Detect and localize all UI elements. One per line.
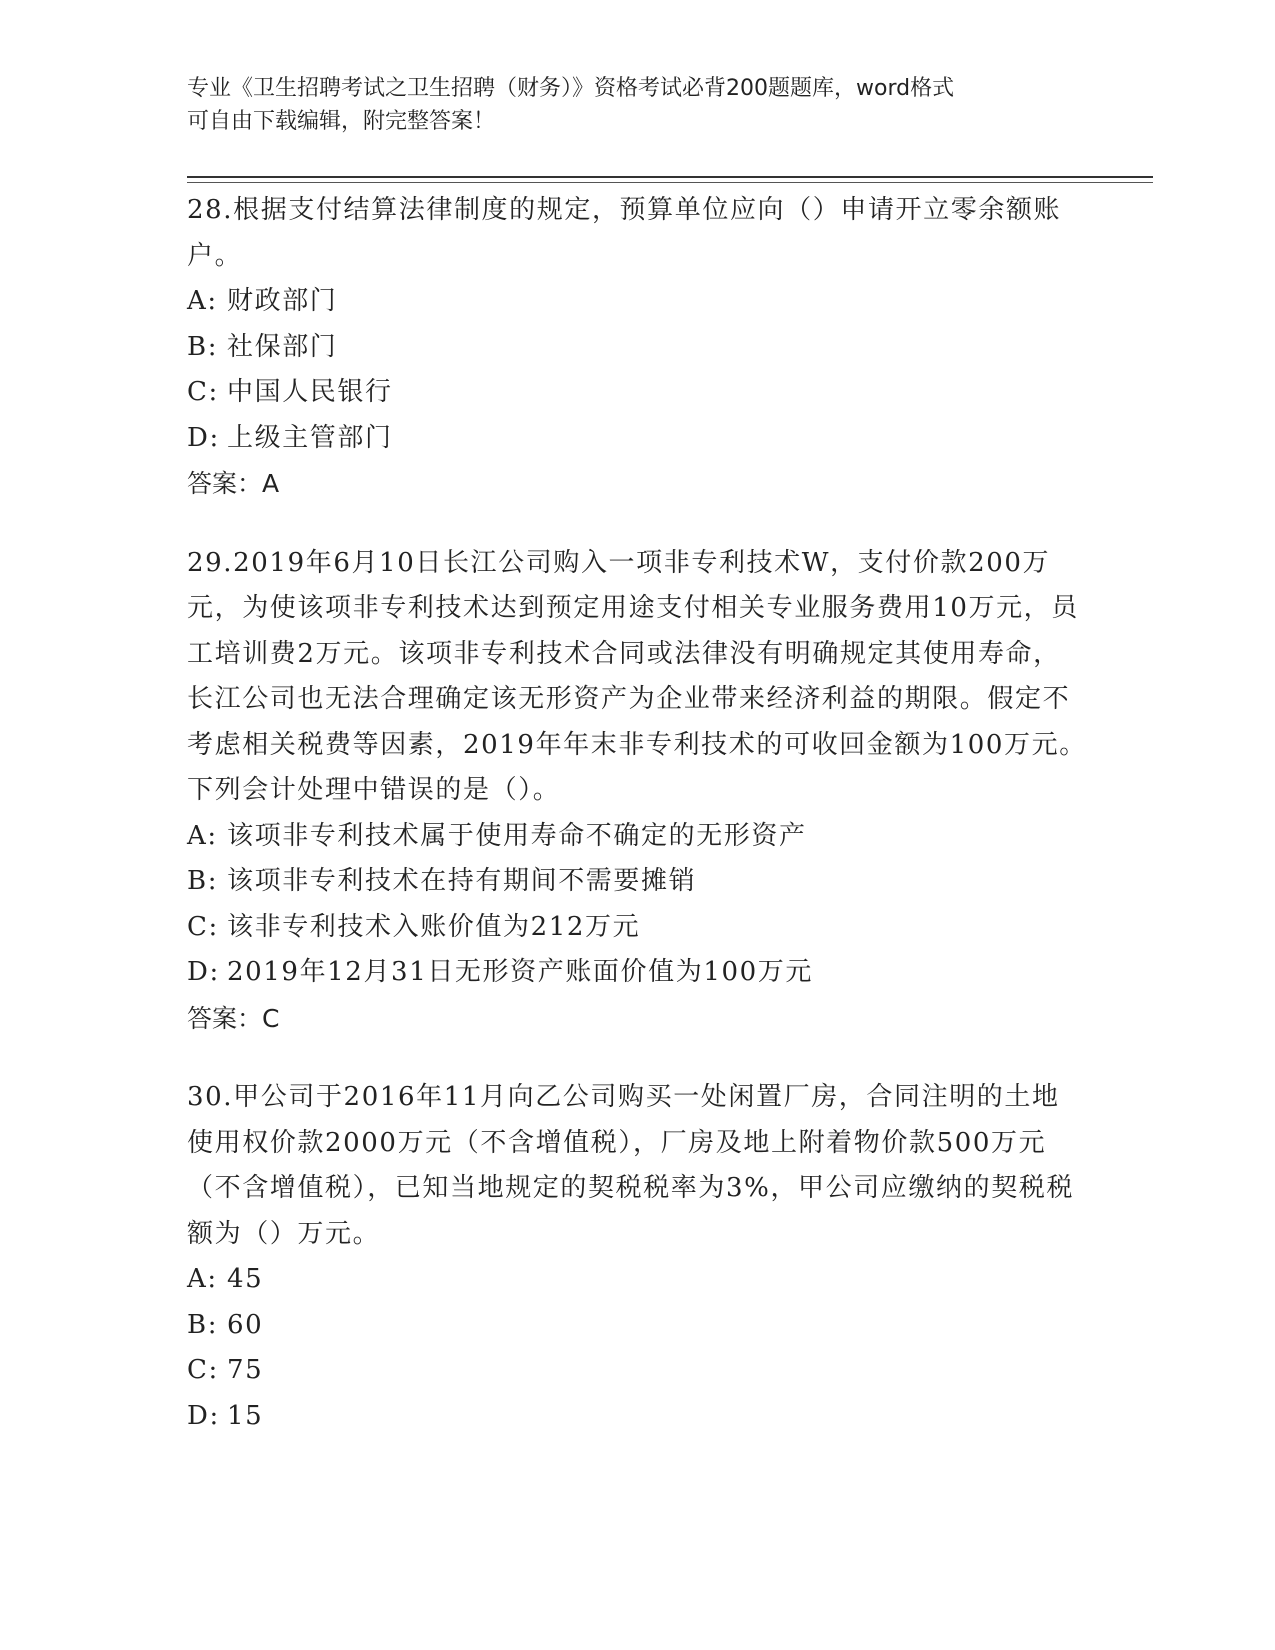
option-c — [187, 370, 1087, 416]
option-text: 45 — [227, 1264, 264, 1294]
option-text: 75 — [227, 1355, 264, 1385]
question-30 — [187, 1075, 1087, 1439]
option-list — [187, 279, 1087, 461]
question-stem: 28.根据支付结算法律制度的规定，预算单位应向（）申请开立零余额账户。 — [187, 195, 1062, 271]
option-key: D: — [187, 1400, 220, 1431]
option-text: 财政部门 — [227, 286, 338, 316]
option-a — [187, 279, 1087, 325]
option-b — [187, 325, 1087, 371]
option-text: 2019年12月31日无形资产账面价值为100万元 — [227, 957, 813, 987]
option-text: 上级主管部门 — [227, 422, 393, 453]
answer-line: 答案：A — [187, 469, 280, 498]
option-key: A: — [187, 820, 218, 851]
option-text: 中国人民银行 — [227, 377, 393, 407]
question-stem: 29.2019年6月10日长江公司购入一项非专利技术W，支付价款200万元，为使该项非专利技术达到预定用途支付相关专业服务费用10万元，员工培训费2万元。该项非专利技术合同或法律没有明确规定其使用寿命，长江公司也无法合理确定该无形资产为企业带来经济利益的期限。假定不考虑相关税费等因素，2019年年末非专利技术的可收回金额为100万元。下列会计处理中错误的是（）。 — [187, 547, 1087, 805]
option-key: D: — [187, 957, 220, 987]
header-line-2: 可自由下载编辑，附完整答案！ — [187, 109, 496, 134]
answer-line: 答案：C — [187, 1003, 280, 1033]
option-d — [187, 416, 1087, 462]
option-text: 60 — [227, 1309, 264, 1340]
option-key: B: — [187, 1309, 219, 1340]
option-key: C: — [187, 377, 219, 407]
option-c — [187, 1348, 1087, 1394]
option-key: D: — [187, 422, 220, 453]
option-d — [187, 950, 1087, 996]
option-text: 该项非专利技术在持有期间不需要摊销 — [227, 866, 697, 896]
header-rule-thick — [187, 176, 1153, 178]
option-key: A: — [187, 286, 218, 316]
option-list — [187, 814, 1087, 996]
option-list — [187, 1257, 1087, 1439]
option-key: C: — [187, 1355, 219, 1385]
option-text: 15 — [227, 1400, 264, 1431]
question-list — [187, 188, 1087, 1473]
question-stem: 30.甲公司于2016年11月向乙公司购买一处闲置厂房，合同注明的土地使用权价款2000万元（不含增值税），厂房及地上附着物价款500万元（不含增值税），已知当地规定的契税税率为3%，甲公司应缴纳的契税税额为（）万元。 — [187, 1082, 1075, 1249]
option-b — [187, 859, 1087, 905]
option-a — [187, 814, 1087, 860]
question-29 — [187, 541, 1087, 1042]
question-28 — [187, 188, 1087, 507]
option-key: A: — [187, 1264, 218, 1294]
option-b — [187, 1303, 1087, 1349]
option-key: B: — [187, 331, 219, 362]
option-d — [187, 1394, 1087, 1440]
header-line-1: 专业《卫生招聘考试之卫生招聘（财务）》资格考试必背200题题库，word格式 — [187, 76, 955, 101]
document-header — [187, 72, 1087, 138]
option-text: 社保部门 — [227, 331, 338, 362]
option-text: 该非专利技术入账价值为212万元 — [227, 911, 641, 942]
option-key: C: — [187, 911, 219, 942]
option-c — [187, 905, 1087, 951]
header-rule-thin — [187, 182, 1153, 183]
option-key: B: — [187, 866, 219, 896]
option-text: 该项非专利技术属于使用寿命不确定的无形资产 — [227, 820, 807, 851]
option-a — [187, 1257, 1087, 1303]
